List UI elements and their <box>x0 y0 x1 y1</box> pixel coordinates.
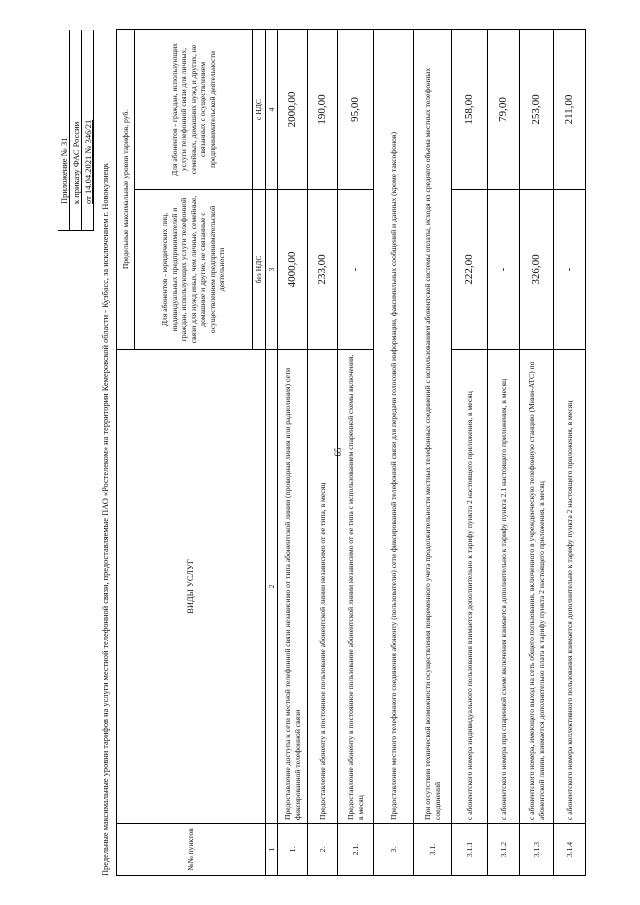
subject-legal-header: Для абонентов - юридических лиц, индивидуальных предпринимателей и граждан, использующих услуги телефонной связи для нужд иных, чем личные, семейные, домашние и другие, не связанные с осуществлением предпринимательской деятельности <box>135 190 253 350</box>
no-vat-header: без НДС <box>253 190 266 350</box>
table-row <box>308 30 338 876</box>
col-services-header: ВИДЫ УСЛУГ <box>117 350 266 824</box>
row-number: 3.1.4 <box>554 824 586 876</box>
col-num-header: №№ пунктов <box>117 824 266 876</box>
value-no-vat: 222,00 <box>452 190 488 350</box>
order-line-1: Приложение № 31 <box>58 30 70 230</box>
order-reference <box>58 30 94 231</box>
value-with-vat: 190,00 <box>308 30 338 190</box>
value-with-vat: 158,00 <box>452 30 488 190</box>
colnum-1: 1 <box>265 824 278 876</box>
table-row <box>520 30 554 876</box>
value-with-vat: 79,00 <box>488 30 520 190</box>
row-number: 2. <box>308 824 338 876</box>
rotated-content <box>58 30 628 876</box>
row-text: с абонентского номера индивидуального пользования взимается дополнительно к тарифу пункта 2 настоящего приложения, в месяц <box>452 350 488 824</box>
row-number: 3.1. <box>414 824 452 876</box>
row-text: с абонентского номера при спаренной схеме включения взимается дополнительно к тарифу пункта 2.1 настоящего приложения, в месяц <box>488 350 520 824</box>
value-with-vat: 211,00 <box>554 30 586 190</box>
table-row <box>488 30 520 876</box>
value-with-vat: 95,00 <box>338 30 374 190</box>
colnum-3: 3 <box>265 190 278 350</box>
value-no-vat: - <box>338 190 374 350</box>
value-no-vat: - <box>554 190 586 350</box>
row-number: 3.1.2 <box>488 824 520 876</box>
value-no-vat: 4000,00 <box>278 190 308 350</box>
subject-citizens-header: Для абонентов - граждан, использующих услуги телефонной связи для личных, семейных, домашних нужд и других, не связанных с осуществлением предпринимательской деятельности <box>135 30 253 190</box>
table-row <box>554 30 586 876</box>
value-no-vat: 233,00 <box>308 190 338 350</box>
row-text: Предоставление местного телефонного соединения абоненту (пользователю) сети фиксированной телефонной связи для передачи голосовой информации, факсимильных сообщений и данных (кроме таксофонов) <box>374 30 414 824</box>
order-line-3: от 14.04.2021 № 346/21 <box>82 30 94 230</box>
row-text: Предоставление абоненту в постоянное пользование абонентской линии независимо от ее типа с использованием спаренной схемы включения, в месяц <box>338 350 374 824</box>
colnum-4: 4 <box>265 30 278 190</box>
table-row <box>338 30 374 876</box>
value-no-vat: 326,00 <box>520 190 554 350</box>
row-text: с абонентского номера, имеющего выход на сеть общего пользования, включенного в учрежденческую телефонную станцию (Мини-АТС) по абонентской линии, взимается дополнительно плата к тарифу пункта 2 настоящего приложения, в месяц <box>520 350 554 824</box>
page-number: 65 <box>333 447 343 457</box>
row-text: с абонентского номера коллективного пользования взимается дополнительно к тарифу пункта 2 настоящего приложения, в месяц <box>554 350 586 824</box>
value-with-vat: 253,00 <box>520 30 554 190</box>
row-text: При отсутствии технической возможности осуществления повременного учета продолжительности местных телефонных соединений с использованием абонентской системы оплаты, исходя из среднего объема местных телефонных соединений <box>414 30 452 824</box>
tariff-table <box>116 29 586 876</box>
value-no-vat: - <box>488 190 520 350</box>
levels-header: Предельные максимальные уровни тарифов, руб. <box>117 30 135 350</box>
row-number: 3.1.3 <box>520 824 554 876</box>
table-row <box>452 30 488 876</box>
row-number: 3.1.1 <box>452 824 488 876</box>
table-row <box>278 30 308 876</box>
table-row <box>414 30 452 876</box>
value-with-vat: 2000,00 <box>278 30 308 190</box>
table-row <box>374 30 414 876</box>
order-line-2: к приказу ФАС России <box>70 30 82 230</box>
document-title: Предельные максимальные уровни тарифов на услуги местной телефонной связи, предоставляемые ПАО «Ростелеком» на территории Кемеровской области - Кузбасс, за исключением г. Новокузнецк <box>101 163 110 876</box>
row-number: 3. <box>374 824 414 876</box>
row-text: Предоставление доступа к сети местной телефонной связи независимо от типа абонентской линии (проводная линия или радиолиния) сети фиксированной телефонной связи <box>278 350 308 824</box>
row-number: 2.1. <box>338 824 374 876</box>
with-vat-header: с НДС <box>253 30 266 190</box>
row-text: Предоставление абоненту в постоянное пользование абонентской линии независимо от ее типа, в месяц <box>308 350 338 824</box>
colnum-2: 2 <box>265 350 278 824</box>
row-number: 1. <box>278 824 308 876</box>
